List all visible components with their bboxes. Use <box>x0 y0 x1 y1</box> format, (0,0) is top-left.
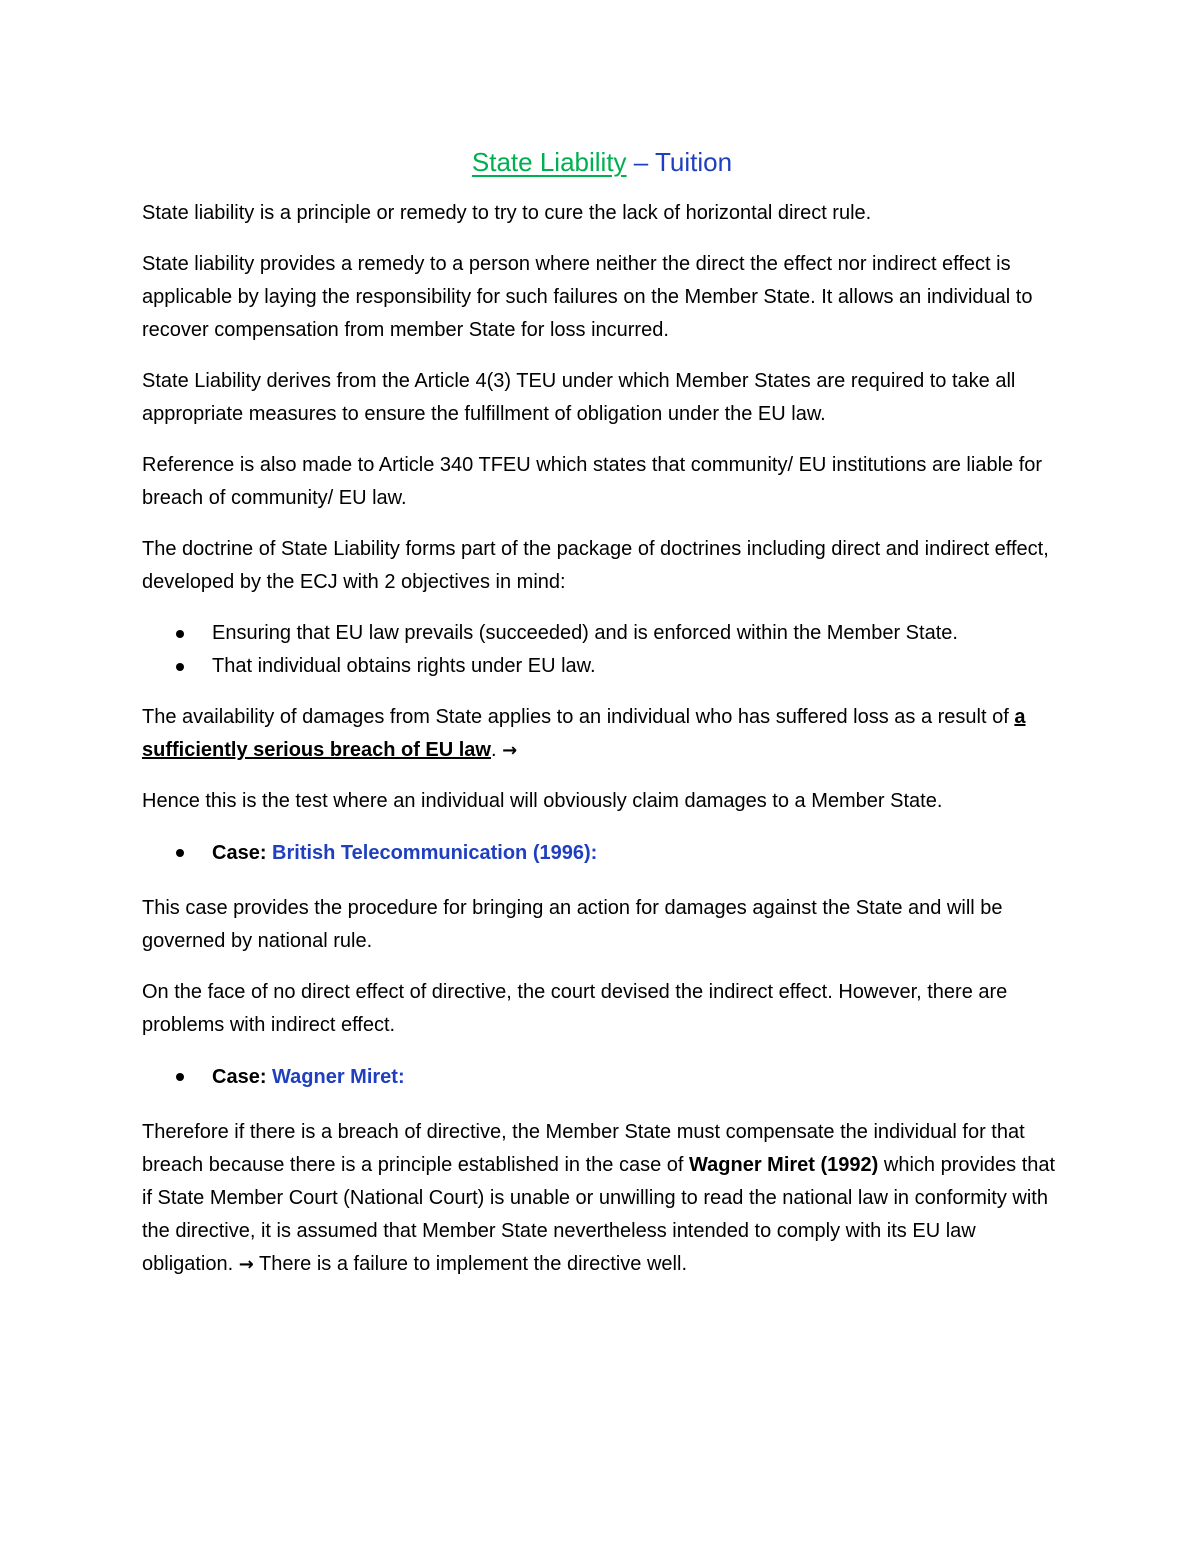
paragraph-remedy: State liability provides a remedy to a person where neither the direct the effect nor indirect effect is applicable by laying the responsibility for such failures on the Member State. It allows an individual to recover compensation from member State for loss incurred. <box>142 253 1033 341</box>
objective-item: Ensuring that EU law prevails (succeeded) and is enforced within the Member State. <box>212 617 1062 650</box>
arrow-right-icon: → <box>502 740 518 761</box>
page-title <box>142 141 1062 183</box>
case-item <box>212 1060 1062 1094</box>
serious-breach-phrase: a sufficiently serious breach of EU law <box>142 706 1026 761</box>
case-item <box>212 836 1062 870</box>
paragraph-test: Hence this is the test where an individual will obviously claim damages to a Member State. <box>142 790 943 812</box>
case-reference: Wagner Miret (1992) <box>689 1154 879 1176</box>
paragraph-article-4-3: State Liability derives from the Article 4(3) TEU under which Member States are required to take all appropriate measures to ensure the fulfillment of obligation under the EU law. <box>142 370 1016 425</box>
compensation-text-mid: which provides that if State Member Court (National Court) is unable or unwilling to read the national law in conformity with the directive, it is assumed that Member State nevertheless intended to comply with its EU law obligation. <box>142 1154 1056 1275</box>
case-label: Case: <box>212 842 273 864</box>
case-list-british-telecom <box>142 836 1062 870</box>
availability-end: . <box>490 739 503 761</box>
availability-text: The availability of damages from State applies to an individual who has suffered loss as a result of <box>142 706 1015 728</box>
paragraph-compensation <box>142 1116 1062 1281</box>
objectives-list <box>142 617 1062 683</box>
title-sub: Tuition <box>655 147 733 177</box>
case-label: Case: <box>212 1066 273 1088</box>
paragraph-article-340: Reference is also made to Article 340 TFEU which states that community/ EU institutions are liable for breach of community/ EU law. <box>142 454 1043 509</box>
document-body <box>142 141 1062 1299</box>
arrow-right-icon: → <box>238 1254 254 1275</box>
case-name: Wagner Miret: <box>272 1066 405 1088</box>
title-dash: – <box>626 147 655 177</box>
compensation-text: Therefore if there is a breach of directive, the Member State must compensate the individual for that breach because there is a principle established in the case of <box>142 1121 1025 1176</box>
case-name: British Telecommunication (1996): <box>272 842 598 864</box>
paragraph-intro: State liability is a principle or remedy to try to cure the lack of horizontal direct rule. <box>142 202 872 224</box>
case-list-wagner-miret <box>142 1060 1062 1094</box>
compensation-text-end: There is a failure to implement the directive well. <box>253 1253 687 1275</box>
paragraph-procedure: This case provides the procedure for bringing an action for damages against the State and will be governed by national rule. <box>142 897 1003 952</box>
paragraph-doctrine: The doctrine of State Liability forms part of the package of doctrines including direct and indirect effect, developed by the ECJ with 2 objectives in mind: <box>142 538 1049 593</box>
paragraph-availability <box>142 701 1062 767</box>
title-main: State Liability <box>471 147 627 177</box>
paragraph-indirect-effect: On the face of no direct effect of directive, the court devised the indirect effect. However, there are problems with indirect effect. <box>142 981 1008 1036</box>
objective-item: That individual obtains rights under EU law. <box>212 650 1062 683</box>
